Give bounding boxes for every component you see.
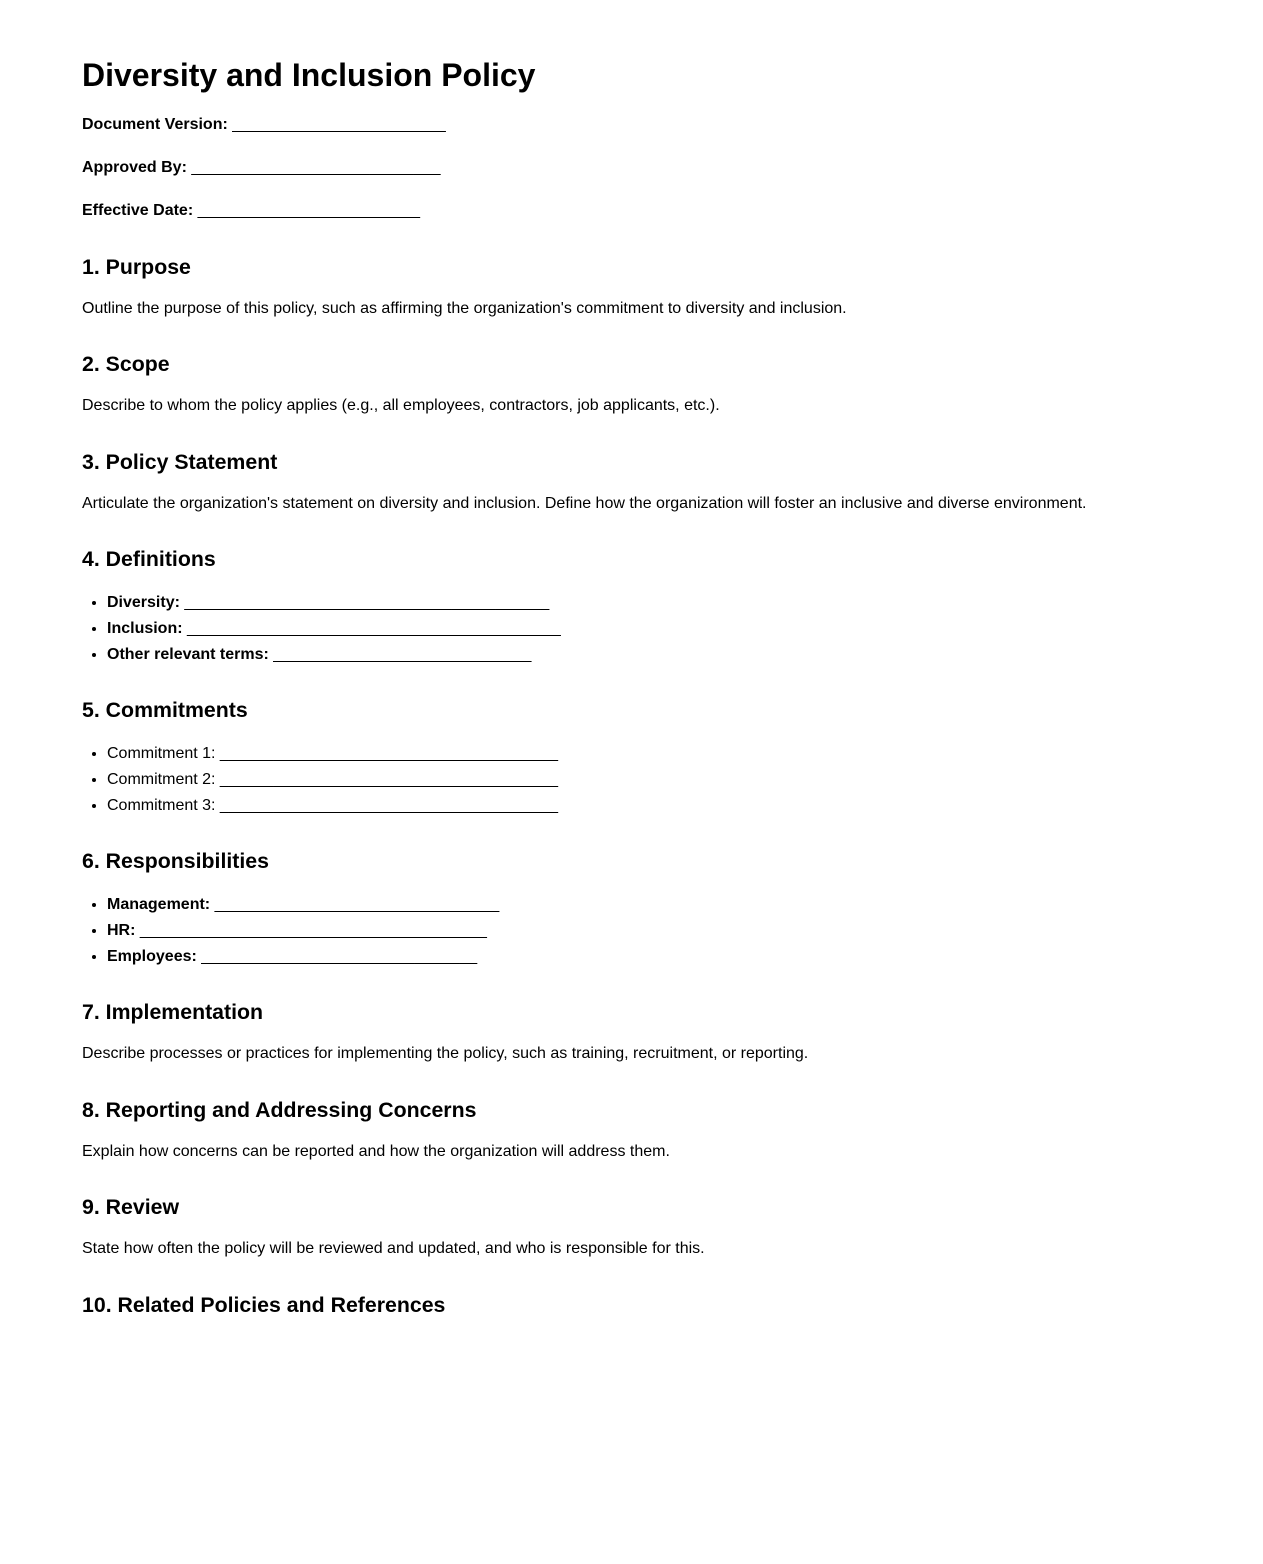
section-list	[82, 590, 1181, 668]
meta-field-blank-line: ____________________________	[191, 159, 441, 176]
policy-section	[82, 1098, 1181, 1162]
list-item	[107, 590, 1181, 616]
list-item-label: HR:	[107, 922, 136, 939]
meta-field-label: Approved By:	[82, 159, 187, 176]
list-item-blank-line: _____________________________	[273, 646, 532, 663]
list-item-label: Commitment 1:	[107, 745, 216, 762]
section-list	[82, 741, 1181, 819]
section-heading: 5. Commitments	[82, 698, 248, 722]
section-body: Explain how concerns can be reported and how the organization will address them.	[82, 1142, 670, 1160]
section-heading: 9. Review	[82, 1195, 180, 1219]
policy-section	[82, 1195, 1181, 1259]
policy-section	[82, 1000, 1181, 1064]
list-item-blank-line: ________________________________	[214, 896, 500, 913]
list-item	[107, 892, 1181, 918]
meta-field	[82, 159, 1181, 178]
section-body: Articulate the organization's statement on diversity and inclusion. Define how the organization will foster an inclusive and diverse environment.	[82, 494, 1087, 512]
meta-field-blank-line: _________________________	[197, 202, 421, 219]
meta-field-label: Document Version:	[82, 116, 228, 133]
list-item	[107, 944, 1181, 970]
list-item-label: Commitment 3:	[107, 797, 216, 814]
section-heading: 3. Policy Statement	[82, 449, 278, 474]
list-item-blank-line: _______________________________	[201, 948, 478, 965]
list-item-label: Diversity:	[107, 594, 180, 611]
document-sections	[82, 255, 1181, 1318]
list-item	[107, 616, 1181, 642]
list-item-label: Management:	[107, 896, 211, 913]
list-item-label: Employees:	[107, 948, 197, 965]
document-meta	[82, 116, 1181, 221]
section-heading: 4. Definitions	[82, 547, 216, 571]
policy-section	[82, 1293, 1181, 1318]
list-item-blank-line: _________________________________________	[184, 594, 550, 611]
policy-section	[82, 352, 1181, 416]
policy-section	[82, 698, 1181, 819]
section-heading: 7. Implementation	[82, 1000, 264, 1024]
section-list	[82, 892, 1181, 970]
section-body: Describe processes or practices for implementing the policy, such as training, recruitment, or reporting.	[82, 1045, 809, 1062]
policy-section	[82, 849, 1181, 970]
list-item	[107, 793, 1181, 819]
list-item-label: Commitment 2:	[107, 771, 216, 788]
section-body: State how often the policy will be reviewed and updated, and who is responsible for this.	[82, 1240, 705, 1257]
policy-section	[82, 547, 1181, 668]
list-item-blank-line: ______________________________________	[219, 745, 559, 762]
list-item-blank-line: _______________________________________	[139, 922, 487, 939]
list-item-blank-line: ______________________________________	[219, 797, 559, 814]
meta-field	[82, 116, 1181, 135]
policy-section	[82, 255, 1181, 319]
section-body: Describe to whom the policy applies (e.g., all employees, contractors, job applicants, etc.).	[82, 397, 720, 414]
list-item	[107, 918, 1181, 944]
section-heading: 2. Scope	[82, 352, 170, 376]
policy-section	[82, 450, 1181, 514]
section-heading: 10. Related Policies and References	[82, 1292, 446, 1317]
section-heading: 6. Responsibilities	[82, 849, 269, 873]
list-item-label: Inclusion:	[107, 620, 183, 637]
list-item-blank-line: __________________________________________	[187, 620, 561, 637]
meta-field-blank-line: ________________________	[232, 116, 446, 133]
section-heading: 8. Reporting and Addressing Concerns	[82, 1097, 477, 1122]
list-item	[107, 642, 1181, 668]
meta-field	[82, 202, 1181, 221]
list-item	[107, 767, 1181, 793]
section-heading: 1. Purpose	[82, 254, 191, 279]
list-item-blank-line: ______________________________________	[219, 771, 559, 788]
list-item-label: Other relevant terms:	[107, 646, 269, 663]
section-body: Outline the purpose of this policy, such as affirming the organization's commitment to diversity and inclusion.	[82, 299, 847, 317]
document-title: Diversity and Inclusion Policy	[82, 57, 536, 93]
list-item	[107, 741, 1181, 767]
meta-field-label: Effective Date:	[82, 202, 194, 219]
